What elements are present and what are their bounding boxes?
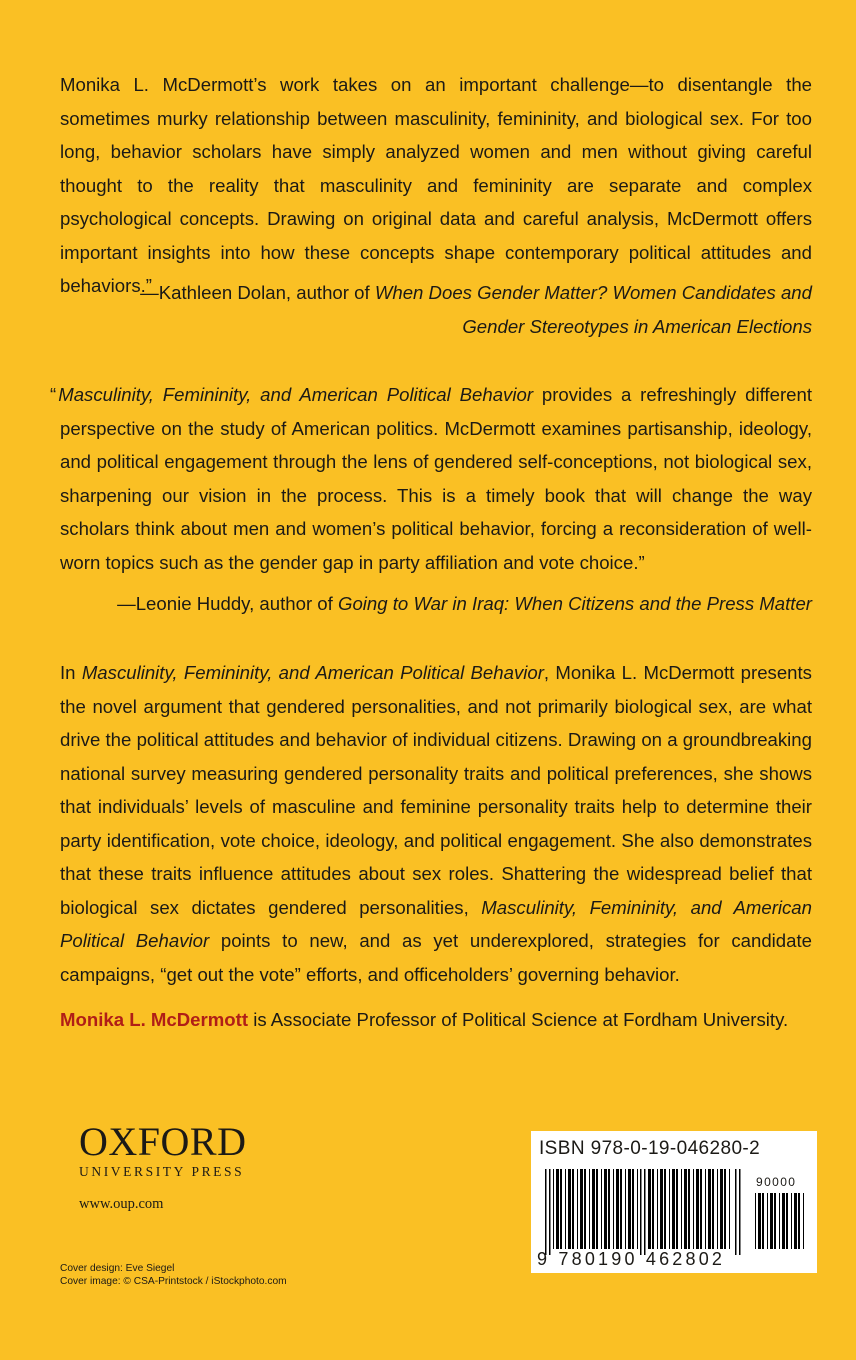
barcode-bar [637,1169,638,1249]
barcode-bar [568,1169,571,1249]
barcode-bar [798,1193,800,1249]
barcode-bar [767,1193,768,1249]
endorsement-huddy-text [50,378,812,579]
barcode-bar [681,1169,682,1249]
barcode-bar [648,1169,651,1249]
barcode-bar [786,1193,788,1249]
book-description [60,656,812,991]
endorsement-huddy-body: provides a refreshingly different perspective on the study of American politics. McDermott examines partisanship, ideology, and political engagement through the lens of gendered self-conceptions, not biological sex, sharpening our vision in the process. This is a timely book that will change the way scholars think about men and women’s political behavior, forcing a reconsideration of well-worn topics such as the gender gap in party affiliation and vote choice.” [60,384,812,573]
barcode-bar [696,1169,699,1249]
publisher-logo-sub: UNIVERSITY PRESS [79,1164,245,1179]
barcode-bar [652,1169,654,1249]
barcode-bar [604,1169,607,1249]
book-title-inline: Masculinity, Femininity, and American Political Behavior [60,896,812,951]
author-bio [60,1003,812,1037]
barcode-bar [632,1169,634,1249]
barcode-digits: 9 780190 462802 [537,1249,726,1269]
barcode-bar [717,1169,718,1249]
barcode-bar [584,1169,586,1249]
barcode-guard-bar [735,1169,737,1255]
barcode-bar [620,1169,622,1249]
publisher-url: www.oup.com [79,1196,164,1212]
barcode-bar [664,1169,666,1249]
cover-image-credit: Cover image: © CSA-Printstock / iStockphoto.com [60,1276,287,1287]
barcode-bar [553,1169,554,1249]
barcode-bar [774,1193,776,1249]
barcode-bar [684,1169,687,1249]
barcode-bar [660,1169,663,1249]
author-name: Monika L. McDermott [60,1009,249,1030]
barcode-bar [782,1193,785,1249]
endorsement-huddy-attribution [72,587,812,621]
open-quote: “ [50,384,57,405]
barcode-bar [565,1169,566,1249]
publisher-logo-name: OXFORD [79,1119,247,1164]
barcode-bar [676,1169,678,1249]
barcode-bar [601,1169,602,1249]
isbn-barcode [531,1131,817,1273]
barcode-bar [720,1169,723,1249]
description-body: , Monika L. McDermott presents the novel argument that gendered personalities, and not primarily biological sex, are what drive the political attitudes and behavior of individual citizens. Drawing on a groundbreaking national survey measuring gendered personality traits and political preferences, she shows that individuals’ levels of masculine and feminine personality traits help to determine their party identification, vote choice, ideology, and political engagement. She also demonstrates that these traits influence attitudes about sex roles. Shattering the widespread belief that biological sex dictates gendered personalities, [60,662,812,918]
barcode-bar [729,1169,730,1249]
description-body-end: points to new, and as yet underexplored, strategies for candidate campaigns, “get out the vote” efforts, and officeholders’ governing behavior. [60,930,812,985]
attribution-prefix: —Leonie Huddy, author of [117,593,338,614]
barcode-bar [779,1193,780,1249]
book-title-inline: Masculinity, Femininity, and American Political Behavior [81,662,544,683]
barcode-bar [693,1169,694,1249]
endorsement-dolan-text [60,68,812,303]
barcode-addon-digits: 90000 [756,1175,797,1189]
barcode-guard-bar [640,1169,642,1255]
attribution-prefix: —Kathleen Dolan, author of [140,282,375,303]
barcode-bar [608,1169,610,1249]
barcode-guard-bar [549,1169,551,1255]
barcode-bar [669,1169,670,1249]
barcode-bar [762,1193,764,1249]
barcode-bar [755,1193,756,1249]
barcode-guard-bar [644,1169,646,1255]
barcode-guard-bar [739,1169,741,1255]
cover-design-credit: Cover design: Eve Siegel [60,1263,175,1274]
barcode-bar [560,1169,562,1249]
attribution-book-title: Going to War in Iraq: When Citizens and the Press Matter [337,593,812,614]
barcode-bar [791,1193,792,1249]
barcode-bar [625,1169,626,1249]
barcode-bar [556,1169,559,1249]
isbn-label: ISBN 978-0-19-046280-2 [539,1138,761,1159]
barcode-bar [613,1169,614,1249]
barcode-bar [688,1169,690,1249]
endorsement-dolan-attribution [72,276,812,343]
barcode-bar [700,1169,702,1249]
barcode-bar [616,1169,619,1249]
barcode-bar [580,1169,583,1249]
barcode-bar [794,1193,797,1249]
barcode-bar [596,1169,598,1249]
barcode-bar [577,1169,578,1249]
barcode-bar [803,1193,804,1249]
book-title-inline: Masculinity, Femininity, and American Political Behavior [58,384,534,405]
attribution-book-title-cont: Gender Stereotypes in American Elections [462,315,812,337]
author-bio-text: is Associate Professor of Political Science at Fordham University. [248,1009,789,1030]
barcode-bar [657,1169,658,1249]
barcode-bar [572,1169,574,1249]
barcode-bar [672,1169,675,1249]
barcode-bar [708,1169,711,1249]
barcode-bar [592,1169,595,1249]
barcode-bar [712,1169,714,1249]
barcode-guard-bar [545,1169,547,1255]
barcode-bar [589,1169,590,1249]
barcode-bar [758,1193,761,1249]
barcode-bar [770,1193,773,1249]
attribution-book-title: When Does Gender Matter? Women Candidates and [374,282,812,303]
description-lead: In [60,662,82,683]
barcode-bar [628,1169,631,1249]
barcode-bar [724,1169,726,1249]
endorsement-dolan-body: Monika L. McDermott’s work takes on an important challenge—to disentangle the sometimes murky relationship between masculinity, femininity, and biological sex. For too long, behavior scholars have simply analyzed women and men without giving careful thought to the reality that masculinity and femininity are separate and complex psychological concepts. Drawing on original data and careful analysis, McDermott offers important insights into how these concepts shape contemporary political attitudes and behaviors.” [60,74,812,296]
publisher-logo [79,1119,259,1180]
barcode-bar [705,1169,706,1249]
cover-credits [60,1262,287,1288]
